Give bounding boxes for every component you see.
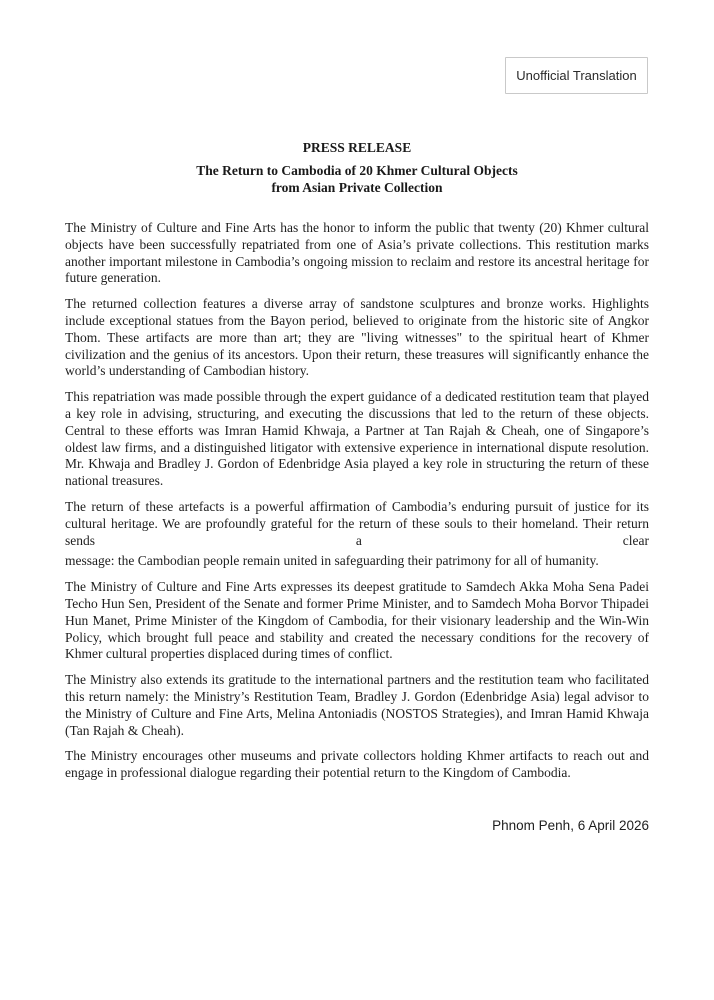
paragraph-4-continuation: message: the Cambodian people remain united in safeguarding their patrimony for all of humanity.	[65, 553, 599, 569]
paragraph-6: The Ministry also extends its gratitude to the international partners and the restitution team who facilitated this return namely: the Ministry’s Restitution Team, Bradley J. Gordon (Edenbridge Asia) legal advisor to the Ministry of Culture and Fine Arts, Melina Antoniadis (NOSTOS Strategies), and Imran Hamid Khwaja (Tan Rajah & Cheah).	[65, 672, 649, 738]
document-body	[65, 139, 649, 846]
paragraph-4: The return of these artefacts is a powerful affirmation of Cambodia’s enduring pursuit of justice for its cultural heritage. We are profoundly grateful for the return of these souls to their homeland. Their return sends a clear	[65, 498, 649, 548]
title-line-2: from Asian Private Collection	[271, 180, 443, 195]
paragraph-5: The Ministry of Culture and Fine Arts expresses its deepest gratitude to Samdech Akka Moha Sena Padei Techo Hun Sen, President of the Senate and former Prime Minister, and to Samdech Moha Borvor Thipadei Hun Manet, Prime Minister of the Kingdom of Cambodia, for their visionary leadership and the Win-Win Policy, which brought full peace and stability and created the necessary conditions for the recovery of Khmer cultural properties displaced during times of conflict.	[65, 579, 649, 662]
paragraph-2: The returned collection features a diverse array of sandstone sculptures and bronze works. Highlights include exceptional statues from the Bayon period, believed to originate from the historic site of Angkor Thom. These artifacts are more than art; they are "living witnesses" to the spiritual heart of Khmer civilization and the genius of its ancestors. Upon their return, these treasures will significantly enhance the world’s understanding of Cambodian history.	[65, 296, 649, 379]
title-line-1: The Return to Cambodia of 20 Khmer Cultural Objects	[196, 163, 518, 178]
paragraph-1: The Ministry of Culture and Fine Arts has the honor to inform the public that twenty (20) Khmer cultural objects have been successfully repatriated from one of Asia’s private collections. This restitution marks another important milestone in Cambodia’s ongoing mission to reclaim and restore its ancestral heritage for future generation.	[65, 220, 649, 286]
press-release-heading: PRESS RELEASE	[302, 140, 412, 155]
unofficial-translation-badge: Unofficial Translation	[505, 57, 648, 94]
paragraph-7: The Ministry encourages other museums and private collectors holding Khmer artifacts to reach out and engage in professional dialogue regarding their potential return to the Kingdom of Cambodia.	[65, 748, 649, 781]
document-title	[65, 162, 649, 196]
paragraph-3: This repatriation was made possible through the expert guidance of a dedicated restitution team that played a key role in advising, structuring, and executing the discussions that led to the return of these objects. Central to these efforts was Imran Hamid Khwaja, a Partner at Tan Rajah & Cheah, one of Singapore’s oldest law firms, and a distinguished litigator with extensive experience in international dispute resolution. Mr. Khwaja and Bradley J. Gordon of Edenbridge Asia played a key role in structuring the return of these national treasures.	[65, 389, 649, 489]
dateline: Phnom Penh, 6 April 2026	[492, 817, 649, 833]
